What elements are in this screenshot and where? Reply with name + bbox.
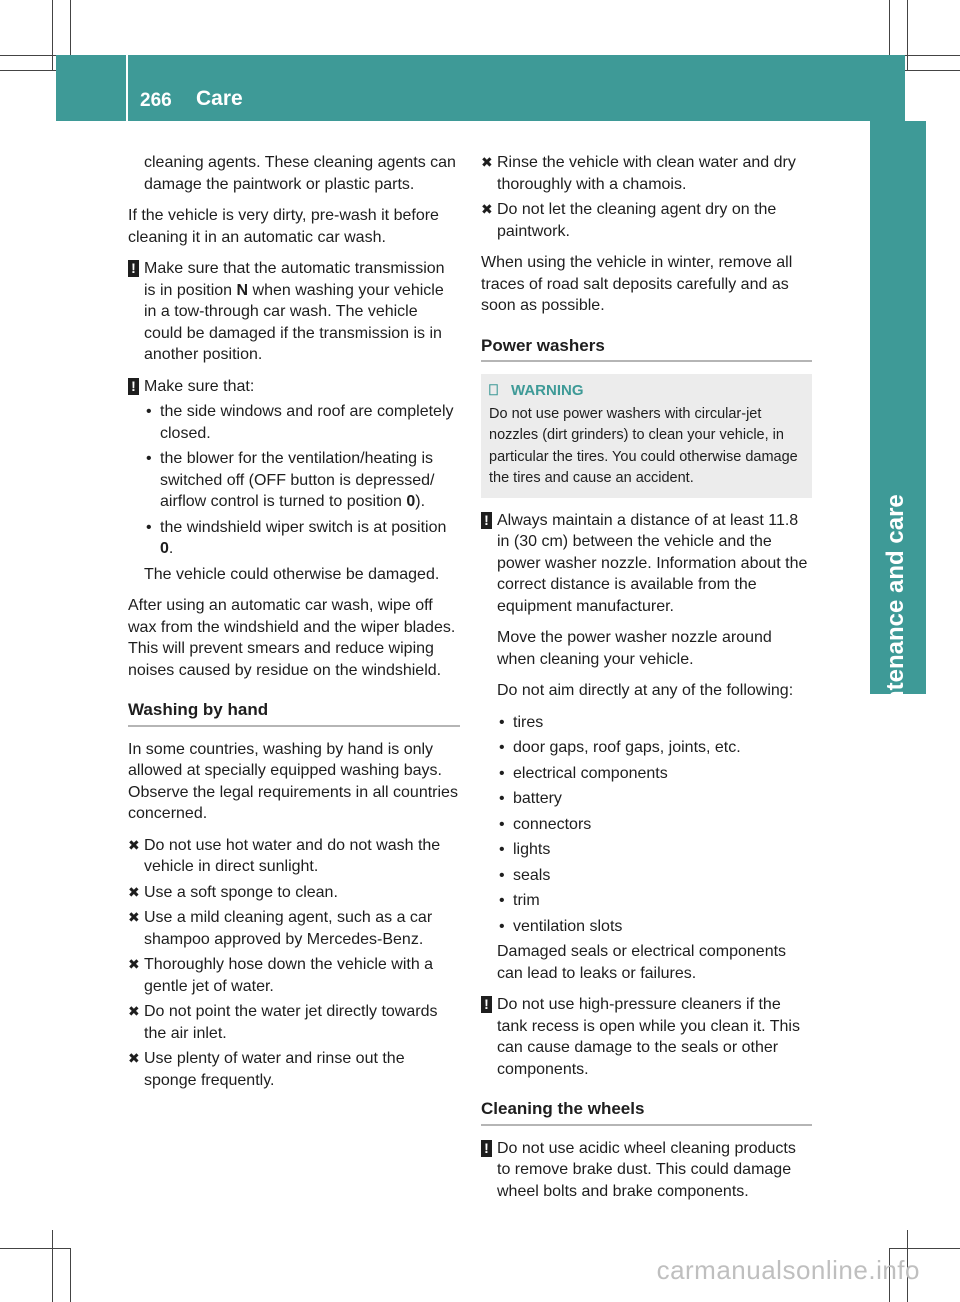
paragraph: After using an automatic car wash, wipe off wax from the windshield and the wiper blades. This will prevent smears and reduce wiping noises caused by residue on the windshield. [128,597,456,679]
crop-mark [0,1248,70,1249]
paragraph: Move the power washer nozzle around when cleaning your vehicle. [497,629,772,668]
notice-icon: ! [128,378,139,395]
list-item: • the windshield wiper switch is at position 0. [144,517,460,560]
crop-mark [905,55,960,56]
list-item: • tires [497,712,812,734]
list-item: • door gaps, roof gaps, joints, etc. [497,737,812,759]
list-item: • lights [497,839,812,861]
right-column [481,152,812,1212]
watermark: carmanualsonline.info [656,1255,920,1285]
paragraph: Damaged seals or electrical components can lead to leaks or failures. [497,943,787,982]
step-item: ✖ Thoroughly hose down the vehicle with a gentle jet of water. [128,956,434,995]
chapter-title: Care [196,87,243,110]
list-item: • ventilation slots [497,916,812,938]
step-arrow-icon: ✖ [128,909,140,925]
step-item: ✖ Rinse the vehicle with clean water and dry thoroughly with a chamois. [481,154,796,193]
warning-box [481,374,812,498]
notice: ! Do not use high-pressure cleaners if the tank recess is open while you clean it. This can cause damage to the seals or other components. [481,994,812,1080]
warning-title: ⎕ WARNING [489,380,804,402]
notice-icon: ! [481,996,492,1013]
step-item: ✖ Do not let the cleaning agent dry on the paintwork. [481,201,777,240]
notice-icon: ! [481,1140,492,1157]
step-item: ✖ Do not use hot water and do not wash the vehicle in direct sunlight. [128,836,441,875]
list-item: • seals [497,865,812,887]
paragraph: cleaning agents. These cleaning agents can damage the paintwork or plastic parts. [144,154,456,193]
paragraph: In some countries, washing by hand is only allowed at specially equipped washing bays. Observe the legal requirements in all countries concerned. [128,740,458,822]
step-arrow-icon: ✖ [128,883,140,900]
notice-icon: ! [128,260,139,277]
crop-mark [889,1248,960,1249]
notice: ! Make sure that: [128,376,460,398]
paragraph: Do not aim directly at any of the following: [497,682,794,699]
notice: ! Always maintain a distance of at least 11.8 in (30 cm) between the vehicle and the power washer nozzle. Information about the correct distance is available from the equipment manufacturer. [481,510,812,618]
step-arrow-icon: ✖ [481,154,493,170]
step-arrow-icon: ✖ [128,1003,140,1019]
paragraph: The vehicle could otherwise be damaged. [144,565,440,583]
header-divider [126,55,128,121]
crop-mark [907,0,908,70]
crop-mark [52,0,53,70]
list-item: • the blower for the ventilation/heating is switched off (OFF button is depressed/ airflow control is turned to position 0). [144,448,460,513]
notice: ! Make sure that the automatic transmission is in position N when washing your vehicle in a tow-through car wash. The vehicle could be damaged if the transmission is in another position. [128,258,460,366]
step-item: ✖ Use a soft sponge to clean. [128,882,460,904]
step-arrow-icon: ✖ [481,201,493,217]
warning-icon: ⎕ [489,382,499,399]
section-title: Power washers [481,335,812,363]
step-arrow-icon: ✖ [128,1050,140,1066]
step-item: ✖ Use plenty of water and rinse out the sponge frequently. [128,1050,405,1089]
notice-icon: ! [481,512,492,529]
warning-text: Do not use power washers with circular-jet nozzles (dirt grinders) to clean your vehicle, in particular the tires. You could otherwise damage the tires and cause an accident. [489,405,798,486]
crop-mark [0,55,56,56]
page-header [56,55,905,121]
step-arrow-icon: ✖ [128,836,140,853]
crop-mark [52,1230,53,1302]
side-tab [870,121,926,745]
notice: ! Do not use acidic wheel cleaning products to remove brake dust. This could damage wheel bolts and brake components. [481,1138,812,1203]
list-item: • trim [497,890,812,912]
paragraph: If the vehicle is very dirty, pre-wash it before cleaning it in an automatic car wash. [128,207,439,246]
crop-mark [70,1248,71,1302]
list-item: • electrical components [497,763,812,785]
step-arrow-icon: ✖ [128,956,140,972]
step-item: ✖ Do not point the water jet directly towards the air inlet. [128,1003,438,1042]
side-tab-label: Maintenance and care [882,494,909,745]
list-item: • the side windows and roof are completely closed. [144,401,460,444]
list-item: • connectors [497,814,812,836]
page-number: 266 [140,90,172,111]
section-title: Washing by hand [128,699,460,727]
crop-mark [889,0,890,55]
paragraph: When using the vehicle in winter, remove all traces of road salt deposits carefully and as soon as possible. [481,254,793,314]
list-item: • battery [497,788,812,810]
crop-mark [70,0,71,55]
left-column [128,152,460,1095]
step-item: ✖ Use a mild cleaning agent, such as a car shampoo approved by Mercedes-Benz. [128,909,433,948]
section-title: Cleaning the wheels [481,1098,812,1126]
